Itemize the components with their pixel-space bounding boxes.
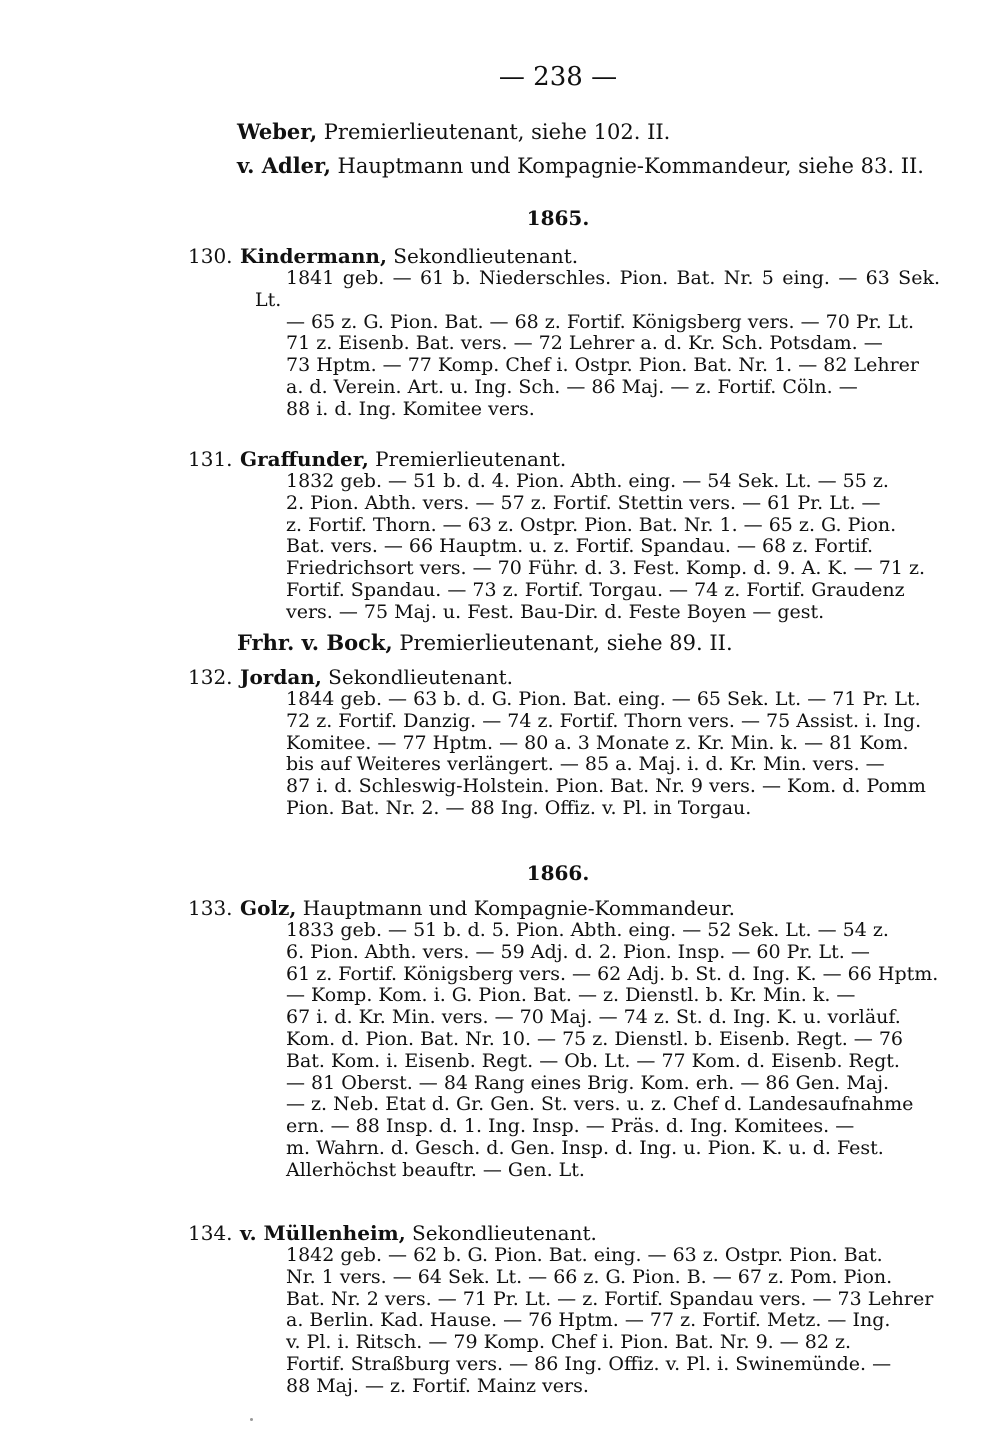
entry-line: 67 i. d. Kr. Min. vers. — 70 Maj. — 74 z. St. d. Ing. K. u. vorläuf. [286, 1006, 901, 1029]
entry-line: 73 Hptm. — 77 Komp. Chef i. Ostpr. Pion. Bat. Nr. 1. — 82 Lehrer [286, 354, 920, 377]
entry-line: 1844 geb. — 63 b. d. G. Pion. Bat. eing. — 65 Sek. Lt. — 71 Pr. Lt. [286, 688, 921, 710]
entry-rank: Premierlieutenant. [368, 447, 567, 471]
entry-line: 1841 geb. — 61 b. Niederschles. Pion. Bat. Nr. 5 eing. — 63 Sek. Lt. [255, 267, 940, 311]
entry [188, 245, 940, 421]
entry-line: Komitee. — 77 Hptm. — 80 a. 3 Monate z. Kr. Min. k. — 81 Kom. [286, 731, 909, 754]
entry [188, 666, 940, 820]
entry-name: Kindermann, [240, 244, 387, 268]
entry-line: Nr. 1 vers. — 64 Sek. Lt. — 66 z. G. Pion. B. — 67 z. Pom. Pion. [286, 1265, 893, 1288]
entry-name: v. Müllenheim, [240, 1221, 406, 1245]
reference-name: Weber, [237, 119, 318, 144]
reference-line [237, 630, 733, 655]
reference-text: Premierlieutenant, siehe 89. II. [392, 631, 733, 655]
entry-line: Bat. vers. — 66 Hauptm. u. z. Fortif. Spandau. — 68 z. Fortif. [286, 535, 874, 558]
entry-heading [188, 1222, 940, 1245]
entry-line: 6. Pion. Abth. vers. — 59 Adj. d. 2. Pion. Insp. — 60 Pr. Lt. — [286, 940, 870, 963]
entry-line: Bat. Nr. 2 vers. — 71 Pr. Lt. — z. Fortif. Spandau vers. — 73 Lehrer [286, 1287, 934, 1310]
entry-name: Graffunder, [240, 447, 369, 471]
entry-line: a. Berlin. Kad. Hause. — 76 Hptm. — 77 z. Fortif. Metz. — Ing. [286, 1309, 891, 1332]
entry-line: Bat. Kom. i. Eisenb. Regt. — Ob. Lt. — 77 Kom. d. Eisenb. Regt. [286, 1049, 900, 1072]
entry-line: Allerhöchst beauftr. — Gen. Lt. [286, 1158, 585, 1181]
entry-number: 130. [188, 244, 233, 268]
entry-line: ern. — 88 Insp. d. 1. Ing. Insp. — Präs. d. Ing. Komitees. — [286, 1115, 855, 1138]
entry-heading [188, 666, 940, 689]
entry-line: 72 z. Fortif. Danzig. — 74 z. Fortif. Thorn vers. — 75 Assist. i. Ing. [286, 709, 922, 732]
entry-line: a. d. Verein. Art. u. Ing. Sch. — 86 Maj. — z. Fortif. Cöln. — [286, 375, 858, 398]
entry [188, 897, 940, 1182]
entry-line: z. Fortif. Thorn. — 63 z. Ostpr. Pion. Bat. Nr. 1. — 65 z. G. Pion. [286, 513, 897, 536]
entry-line: Fortif. Spandau. — 73 z. Fortif. Torgau. — 74 z. Fortif. Graudenz [286, 578, 905, 601]
entry-line: Pion. Bat. Nr. 2. — 88 Ing. Offiz. v. Pl. in Torgau. [286, 796, 752, 819]
entry-number: 133. [188, 896, 233, 920]
entry-heading [188, 245, 940, 268]
entry-line: — 81 Oberst. — 84 Rang eines Brig. Kom. erh. — 86 Gen. Maj. [286, 1071, 890, 1094]
page-number: — 238 — [498, 62, 618, 92]
entry-line: Kom. d. Pion. Bat. Nr. 10. — 75 z. Dienstl. b. Eisenb. Regt. — 76 [286, 1027, 904, 1050]
entry-number: 131. [188, 447, 233, 471]
entry-line: 71 z. Eisenb. Bat. vers. — 72 Lehrer a. d. Kr. Sch. Potsdam. — [286, 332, 883, 355]
year-heading: 1866. [526, 861, 590, 885]
entry-body [255, 920, 940, 1182]
reference-line [237, 153, 924, 178]
reference-text: Premierlieutenant, siehe 102. II. [317, 120, 671, 144]
entry-number: 132. [188, 665, 233, 689]
entry-line: 2. Pion. Abth. vers. — 57 z. Fortif. Stettin vers. — 61 Pr. Lt. — [286, 491, 881, 514]
scan-speck [250, 1418, 253, 1421]
entry-line: 87 i. d. Schleswig-Holstein. Pion. Bat. Nr. 9 vers. — Kom. d. Pomm [286, 775, 926, 798]
entry-rank: Hauptmann und Kompagnie-Kommandeur. [296, 896, 735, 920]
entry-body [255, 1245, 940, 1398]
reference-name: Frhr. v. Bock, [237, 630, 393, 655]
entry-line: bis auf Weiteres verlängert. — 85 a. Maj. i. d. Kr. Min. vers. — [286, 753, 885, 776]
entry-line: Friedrichsort vers. — 70 Führ. d. 3. Fest. Komp. d. 9. A. K. — 71 z. [286, 557, 926, 580]
entry-line: v. Pl. i. Ritsch. — 79 Komp. Chef i. Pion. Bat. Nr. 9. — 82 z. [286, 1331, 852, 1354]
entry-line: 61 z. Fortif. Königsberg vers. — 62 Adj. b. St. d. Ing. K. — 66 Hptm. [286, 962, 939, 985]
entry-line: m. Wahrn. d. Gesch. d. Gen. Insp. d. Ing. u. Pion. K. u. d. Fest. [286, 1136, 884, 1159]
entry-line: 1833 geb. — 51 b. d. 5. Pion. Abth. eing. — 52 Sek. Lt. — 54 z. [286, 919, 889, 941]
entry-line: — 65 z. G. Pion. Bat. — 68 z. Fortif. Königsberg vers. — 70 Pr. Lt. [286, 310, 915, 333]
entry [188, 448, 940, 624]
entry-name: Golz, [240, 896, 297, 920]
entry-line: — z. Neb. Etat d. Gr. Gen. St. vers. u. z. Chef d. Landesaufnahme [286, 1093, 914, 1116]
entry-line: vers. — 75 Maj. u. Fest. Bau-Dir. d. Feste Boyen — gest. [286, 600, 825, 623]
reference-text: Hauptmann und Kompagnie-Kommandeur, siehe 83. II. [330, 154, 924, 178]
entry-body [255, 268, 940, 421]
entry-line: 1832 geb. — 51 b. d. 4. Pion. Abth. eing. — 54 Sek. Lt. — 55 z. [286, 470, 889, 492]
entry-line: Fortif. Straßburg vers. — 86 Ing. Offiz. v. Pl. i. Swinemünde. — [286, 1352, 892, 1375]
entry-line: 88 i. d. Ing. Komitee vers. [286, 397, 535, 420]
reference-line [237, 119, 670, 144]
entry-rank: Sekondlieutenant. [386, 244, 579, 268]
entry-rank: Sekondlieutenant. [405, 1221, 597, 1245]
entry-line: — Komp. Kom. i. G. Pion. Bat. — z. Dienstl. b. Kr. Min. k. — [286, 984, 856, 1007]
entry-heading [188, 897, 940, 920]
reference-name: v. Adler, [237, 153, 331, 178]
entry-name: Jordan, [240, 665, 322, 689]
entry-number: 134. [188, 1221, 233, 1245]
year-heading: 1865. [526, 206, 590, 230]
entry-rank: Sekondlieutenant. [321, 665, 513, 689]
entry [188, 1222, 940, 1398]
entry-line: 88 Maj. — z. Fortif. Mainz vers. [286, 1374, 589, 1397]
entry-body [255, 689, 940, 820]
entry-heading [188, 448, 940, 471]
entry-line: 1842 geb. — 62 b. G. Pion. Bat. eing. — 63 z. Ostpr. Pion. Bat. [286, 1244, 883, 1266]
entry-body [255, 471, 940, 624]
